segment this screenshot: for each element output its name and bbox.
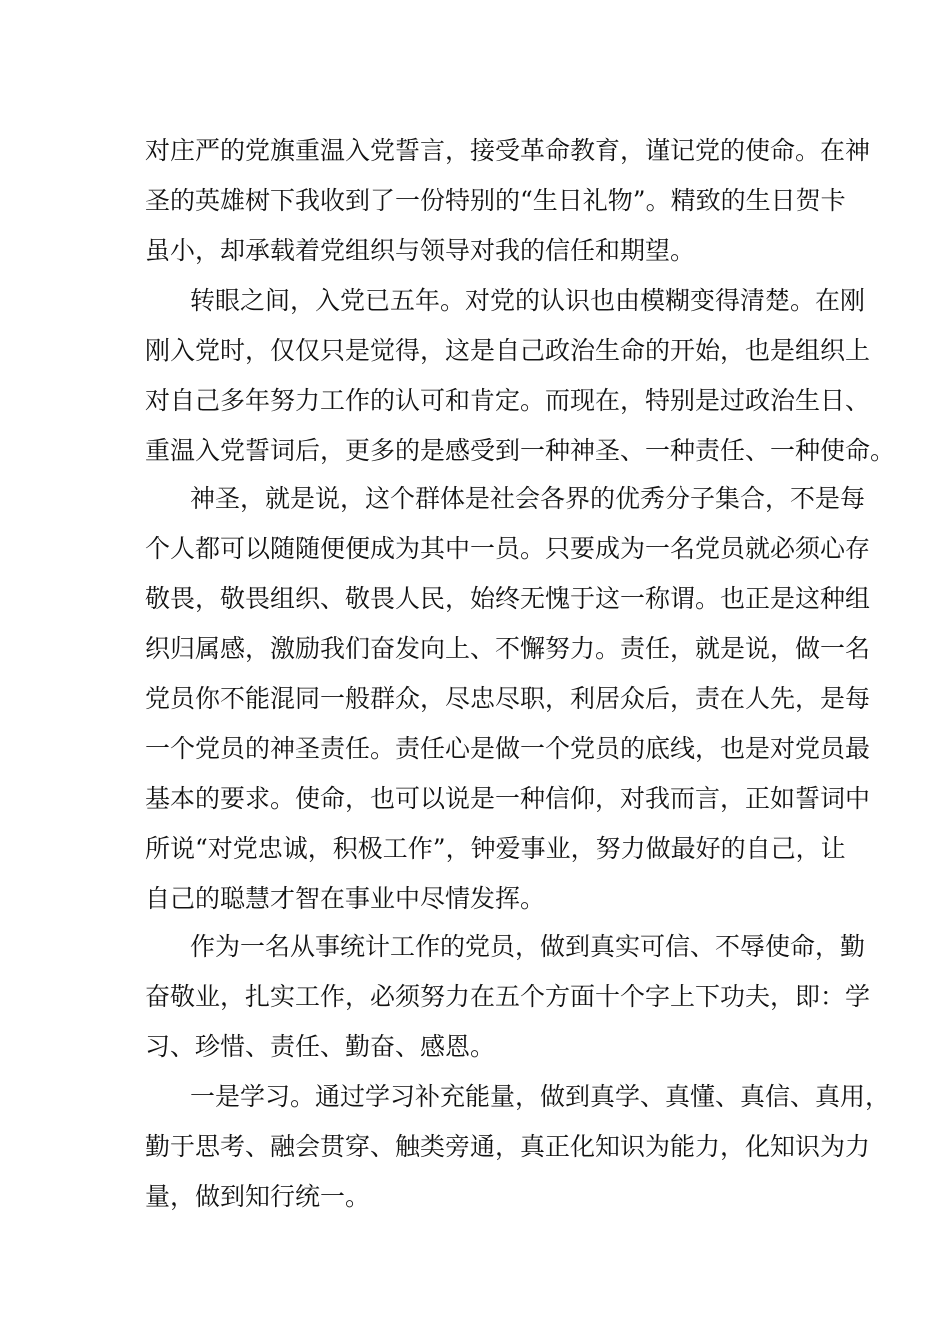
text-line: 圣的英雄树下我收到了一份特别的“生日礼物”。精致的生日贺卡	[145, 186, 846, 215]
text-line: 虽小，却承载着党组织与领导对我的信任和期望。	[145, 236, 696, 265]
text-line: 奋敬业，扎实工作，必须努力在五个方面十个字上下功夫，即：学	[145, 982, 871, 1011]
text-line: 织归属感，激励我们奋发向上、不懈努力。责任，就是说，做一名	[145, 634, 871, 663]
paragraph-first-line: 一是学习。通过学习补充能量，做到真学、真懂、真信、真用，	[190, 1082, 891, 1111]
paragraph-first-line: 神圣，就是说，这个群体是社会各界的优秀分子集合，不是每	[190, 484, 866, 513]
text-line: 所说“对党忠诚，积极工作”，钟爱事业，努力做最好的自己，让	[145, 834, 846, 863]
paragraph-first-line: 转眼之间，入党已五年。对党的认识也由模糊变得清楚。在刚	[190, 286, 866, 315]
text-line: 自己的聪慧才智在事业中尽情发挥。	[145, 884, 546, 913]
text-line: 刚入党时，仅仅只是觉得，这是自己政治生命的开始，也是组织上	[145, 336, 871, 365]
text-line: 敬畏，敬畏组织、敬畏人民，始终无愧于这一称谓。也正是这种组	[145, 584, 871, 613]
text-line: 党员你不能混同一般群众，尽忠尽职，利居众后，责在人先，是每	[145, 684, 871, 713]
text-line: 对自己多年努力工作的认可和肯定。而现在，特别是过政治生日、	[145, 386, 871, 415]
text-line: 对庄严的党旗重温入党誓言，接受革命教育，谨记党的使命。在神	[145, 136, 871, 165]
text-line: 量，做到知行统一。	[145, 1182, 371, 1211]
text-line: 重温入党誓词后，更多的是感受到一种神圣、一种责任、一种使命。	[145, 436, 896, 465]
text-line: 一个党员的神圣责任。责任心是做一个党员的底线，也是对党员最	[145, 734, 871, 763]
text-line: 个人都可以随随便便成为其中一员。只要成为一名党员就必须心存	[145, 534, 871, 563]
text-line: 勤于思考、融会贯穿、触类旁通，真正化知识为能力，化知识为力	[145, 1132, 871, 1161]
text-line: 基本的要求。使命，也可以说是一种信仰，对我而言，正如誓词中	[145, 784, 871, 813]
paragraph-first-line: 作为一名从事统计工作的党员，做到真实可信、不辱使命，勤	[190, 932, 866, 961]
text-line: 习、珍惜、责任、勤奋、感恩。	[145, 1032, 496, 1061]
